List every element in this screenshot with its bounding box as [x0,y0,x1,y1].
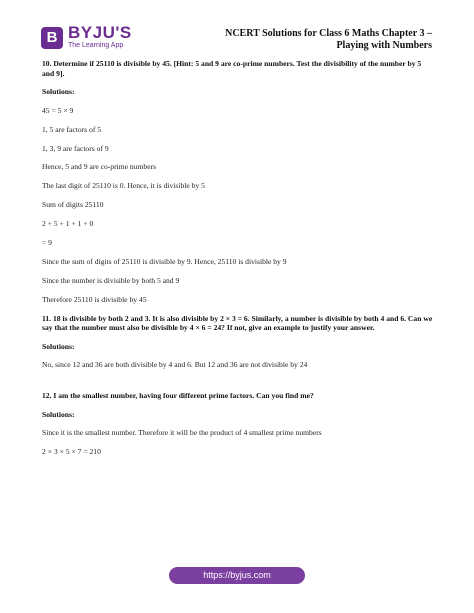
solution-line: Since the sum of digits of 25110 is divisible by 9. Hence, 25110 is divisible by 9 [42,256,287,266]
solution-line: 2 × 3 × 5 × 7 = 210 [42,447,101,457]
question-10: 10. Determine if 25110 is divisible by 45. [Hint: 5 and 9 are co-prime numbers. Test the divisibility of the number by 5 and 9]. [42,59,422,78]
solution-line: Therefore 25110 is divisible by 45 [42,294,147,304]
solution-line: 1, 3, 9 are factors of 9 [42,143,109,153]
solution-line: The last digit of 25110 is 0. Hence, it is divisible by 5 [42,181,205,191]
solution-line: 2 + 5 + 1 + 1 + 0 [42,219,94,229]
logo-mark-letter: B [46,28,58,46]
logo-tagline: The Learning App [68,42,124,49]
document-title-line-2: Playing with Numbers [336,40,432,51]
solution-line: Since the number is divisible by both 5 and 9 [42,275,180,285]
logo-text [68,25,132,50]
document-title [202,28,432,52]
question-12: 12. I am the smallest number, having four different prime factors. Can you find me? [42,391,314,401]
byjus-logo-icon [41,27,63,49]
question-10-section [42,59,434,304]
question-12-solution-heading: Solutions: [42,409,75,419]
solution-line: Sum of digits 25110 [42,200,104,210]
solution-line: 45 = 5 × 9 [42,105,74,115]
solution-line: Since it is the smallest number. Therefore it will be the product of 4 smallest prime numbers [42,428,322,438]
byjus-logo [41,25,132,50]
question-12-section [42,391,434,457]
question-11-solution-heading: Solutions: [42,341,75,351]
website-link[interactable]: https://byjus.com [169,567,305,584]
solution-line: = 9 [42,238,52,248]
solution-line: 1, 5 are factors of 5 [42,124,102,134]
logo-name: BYJU'S [68,23,132,42]
document-title-line-1: NCERT Solutions for Class 6 Maths Chapter 3 – [225,28,432,39]
section-spacer [42,379,434,391]
solution-line: Hence, 5 and 9 are co-prime numbers [42,162,157,172]
question-10-solution-heading: Solutions: [42,87,75,97]
page-content [42,59,434,466]
solution-line: No, since 12 and 36 are both divisible by 4 and 6. But 12 and 36 are not divisible by 24 [42,360,308,370]
question-11-section [42,314,434,370]
question-11: 11. 18 is divisible by both 2 and 3. It is also divisible by 2 × 3 = 6. Similarly, a number is divisible by both 4 and 6. Can we say that the number must also be divisible by 4 × 6 = 24? If not, give an example to justify your answer. [42,313,433,333]
